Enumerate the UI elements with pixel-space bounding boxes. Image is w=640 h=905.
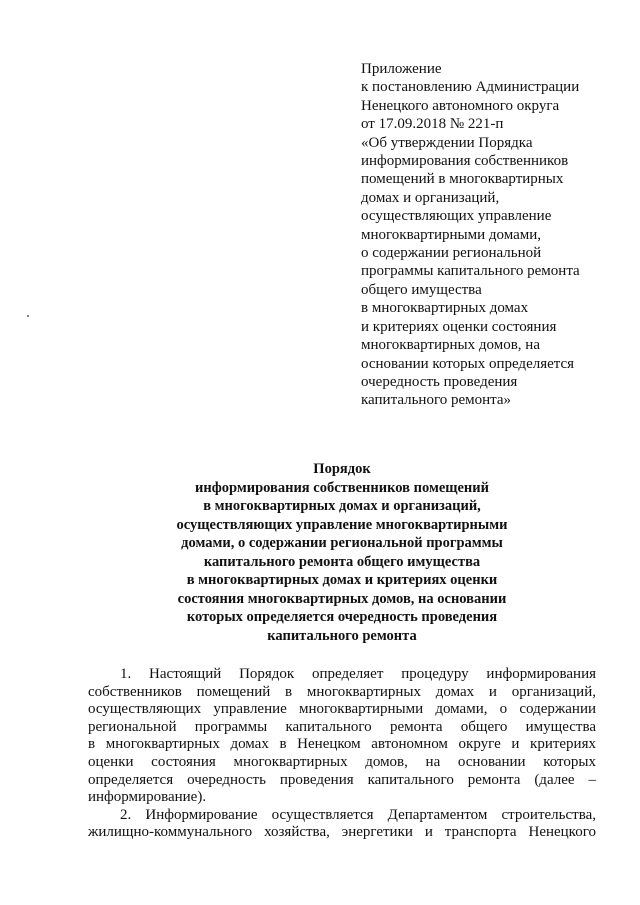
appendix-line: домах и организаций,	[361, 189, 500, 206]
paragraph-2	[88, 807, 596, 842]
body-line: осуществляющих управление многоквартирными домами, о содержании	[88, 701, 596, 718]
title-line: в многоквартирных домах и организаций,	[203, 498, 481, 514]
appendix-line: осуществляющих управление	[361, 208, 552, 225]
body-line: собственников помещений в многоквартирных домах и организаций,	[88, 683, 596, 700]
body-line: оценки состояния многоквартирных домов, на основании которых	[88, 753, 596, 770]
appendix-line: Приложение	[361, 61, 442, 77]
title-line: домами, о содержании региональной программы	[181, 535, 503, 551]
appendix-line: программы капитального ремонта	[361, 263, 580, 280]
appendix-line: и критериях оценки состояния	[361, 318, 557, 335]
appendix-line: Ненецкого автономного округа	[361, 97, 560, 114]
body-line: в многоквартирных домах в Ненецком автономном округе и критериях	[88, 736, 596, 753]
appendix-line: многоквартирными домами,	[361, 226, 542, 243]
appendix-line: в многоквартирных домах	[361, 300, 529, 317]
appendix-line: помещений в многоквартирных	[361, 171, 564, 188]
title-line: в многоквартирных домах и критериях оценки	[186, 572, 498, 588]
appendix-line: общего имущества	[361, 281, 482, 298]
appendix-line: «Об утверждении Порядка	[361, 134, 533, 151]
scan-speck	[27, 315, 29, 317]
paragraph-1	[88, 666, 596, 807]
appendix-header	[361, 60, 626, 410]
title-line: осуществляющих управление многоквартирными	[176, 516, 508, 533]
appendix-line: многоквартирных домов, на	[361, 337, 540, 354]
document-title	[88, 460, 596, 645]
body-line: 1. Настоящий Порядок определяет процедуру информирования	[120, 666, 596, 682]
document-body	[88, 666, 596, 842]
body-line: информирование).	[88, 789, 207, 806]
title-line: информирования собственников помещений	[195, 479, 489, 496]
appendix-line: от 17.09.2018 № 221-п	[361, 116, 504, 133]
appendix-line: капитального ремонта»	[361, 392, 512, 409]
appendix-line: к постановлению Администрации	[361, 79, 580, 96]
body-line: определяется очередность проведения капитального ремонта (далее –	[88, 771, 596, 788]
appendix-line: о содержании региональной	[361, 245, 542, 262]
body-line: жилищно-коммунального хозяйства, энергетики и транспорта Ненецкого	[88, 824, 596, 841]
body-line: 2. Информирование осуществляется Департаментом строительства,	[120, 806, 596, 823]
appendix-line: основании которых определяется	[361, 355, 575, 372]
body-line: региональной программы капитального ремонта общего имущества	[88, 718, 596, 735]
appendix-line: очередность проведения	[361, 373, 518, 390]
title-line: состояния многоквартирных домов, на основании	[177, 590, 507, 607]
appendix-line: информирования собственников	[361, 153, 569, 170]
title-line: капитального ремонта общего имущества	[203, 553, 481, 570]
title-line: капитального ремонта	[267, 627, 417, 644]
title-line: Порядок	[313, 461, 371, 477]
title-line: которых определяется очередность проведения	[186, 609, 498, 625]
